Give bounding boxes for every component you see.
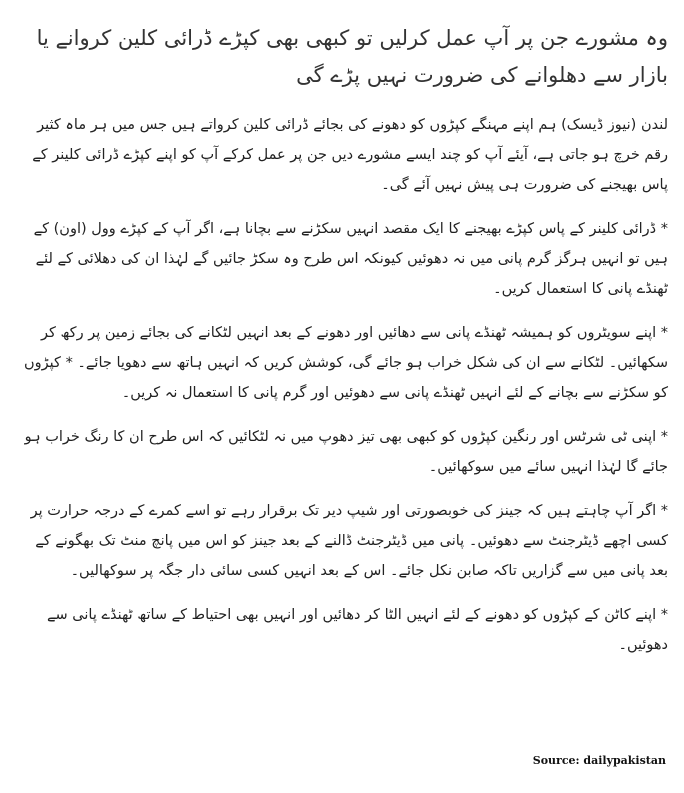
article-intro-paragraph: لندن (نیوز ڈیسک) ہم اپنے مہنگے کپڑوں کو دھونے کی بجائے ڈرائی کلین کرواتے ہیں جس میں ہر ماہ کثیر رقم خرچ ہو جاتی ہے، آیئے آپ کو چند ایسے مشورے دیں جن پر عمل کرکے آپ کو اپنے کپڑے ڈرائی کلینر کے پاس بھیجنے کی ضرورت ہی پیش نہیں آئے گی۔ (32, 117, 668, 193)
tip-wool-clothes: * ڈرائی کلینر کے پاس کپڑے بھیجنے کا ایک مقصد انہیں سکڑنے سے بچانا ہے، اگر آپ کے کپڑے وول (اون) کے ہیں تو انہیں ہرگز گرم پانی میں نہ دھوئیں کیونکہ اس طرح وہ سکڑ جائیں گے لہٰذا ان کی دھلائی کے لئے ٹھنڈے پانی کا استعمال کریں۔ (33, 221, 668, 297)
article-headline: وہ مشورے جن پر آپ عمل کرلیں تو کبھی بھی کپڑے ڈرائی کلین کروانے یا بازار سے دھلوانے کی ضرورت نہیں پڑے گی (36, 26, 668, 87)
tip-tshirts-colored-clothes: * اپنی ٹی شرٹس اور رنگین کپڑوں کو کبھی بھی تیز دھوپ میں نہ لٹکائیں کہ اس طرح ان کا رنگ خراب ہو جائے گا لہٰذا انہیں سائے میں سوکھائیں۔ (24, 429, 668, 475)
tip-jeans: * اگر آپ چاہتے ہیں کہ جینز کی خوبصورتی اور شیپ دیر تک برقرار رہے تو اسے کمرے کے درجہ حرارت پر کسی اچھے ڈیٹرجنٹ سے دھوئیں۔ پانی میں ڈیٹرجنٹ ڈالنے کے بعد جینز کو اس میں پانچ منٹ تک بھگونے کے بعد پانی میں سے گزاریں تاکہ صابن نکل جائے۔ اس کے بعد انہیں کسی سائی دار جگہ پر سوکھالیں۔ (30, 503, 668, 579)
article-body (18, 20, 668, 674)
tip-cotton-clothes: * اپنے کاٹن کے کپڑوں کو دھونے کے لئے انہیں الٹا کر دھائیں اور انہیں بھی احتیاط کے ساتھ ٹھنڈے پانی سے دھوئیں۔ (47, 607, 668, 653)
source-credit: Source: dailypakistan (532, 754, 666, 767)
tip-sweaters: * اپنے سویٹروں کو ہمیشہ ٹھنڈے پانی سے دھائیں اور دھونے کے بعد انہیں لٹکانے کی بجائے زمین پر رکھ کر سکھائیں۔ لٹکانے سے ان کی شکل خراب ہو جائے گی، کوشش کریں کہ انہیں ہاتھ سے دھویا جائے۔ * کپڑوں کو سکڑنے سے بچانے کے لئے انہیں ٹھنڈے پانی سے دھوئیں اور گرم پانی کا استعمال نہ کریں۔ (24, 325, 668, 401)
